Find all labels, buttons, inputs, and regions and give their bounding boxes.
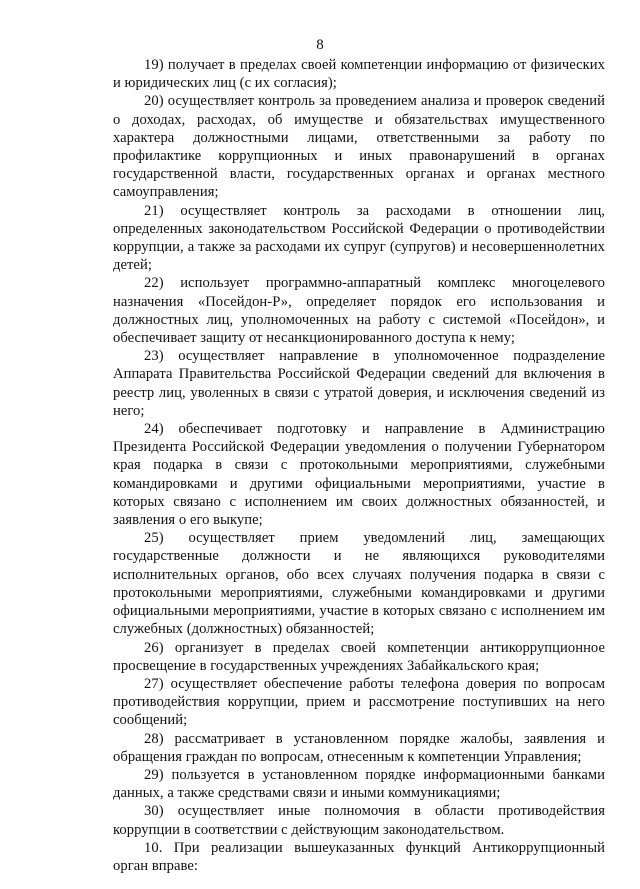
paragraph-item-27: 27) осуществляет обеспечение работы телефона доверия по вопросам противодействия коррупции, прием и рассмотрение поступивших на него сообщений; (113, 675, 605, 729)
paragraph-item-25: 25) осуществляет прием уведомлений лиц, замещающих государственные должности и не являющихся руководителями исполнительных органов, обо всех случаях получения подарка в связи с протокольными мероприятиями, служебными командировками и другими официальными мероприятиями, участие в которых связано с исполнением им служебных (должностных) обязанностей; (113, 530, 605, 638)
paragraph-item-22: 22) использует программно-аппаратный комплекс многоцелевого назначения «Посейдон-Р», определяет порядок его использования и должностных лиц, уполномоченных на работу с системой «Посейдон», и обеспечивает защиту от несанкционированного доступа к нему; (113, 275, 605, 347)
paragraph-item-30: 30) осуществляет иные полномочия в области противодействия коррупции в соответствии с действующим законодательством. (113, 803, 605, 838)
page-number: 8 (316, 37, 324, 53)
paragraph-item-24: 24) обеспечивает подготовку и направление в Администрацию Президента Российской Федерации уведомления о получении Губернатором края подарка в связи с протокольными мероприятиями, служебными командировками и другими официальными мероприятиями, участие в которых связано с исполнением им своих должностных обязанностей, и заявления о его выкупе; (113, 421, 605, 529)
paragraph-item-29: 29) пользуется в установленном порядке информационными банками данных, а также средствами связи и иными коммуникациями; (113, 766, 605, 802)
paragraph-item-19: 19) получает в пределах своей компетенции информацию от физических и юридических лиц (с их согласия); (113, 57, 605, 92)
document-body (113, 56, 605, 875)
paragraph-item-21: 21) осуществляет контроль за расходами в отношении лиц, определенных законодательством Российской Федерации о противодействии коррупции, а также за расходами их супруг (супругов) и несовершеннолетних детей; (113, 202, 605, 274)
paragraph-item-20: 20) осуществляет контроль за проведением анализа и проверок сведений о доходах, расходах, об имуществе и обязательствах имущественного характера должностными лицами, ответственными за работу по профилактике коррупционных и иных правонарушений в органах государственной власти, государственных органах и органах местного самоуправления; (113, 93, 605, 201)
paragraph-item-26: 26) организует в пределах своей компетенции антикоррупционное просвещение в государственных учреждениях Забайкальского края; (113, 639, 605, 674)
section-10-intro: 10. При реализации вышеуказанных функций Антикоррупционный орган вправе: (113, 839, 605, 874)
paragraph-item-23: 23) осуществляет направление в уполномоченное подразделение Аппарата Правительства Российской Федерации сведений для включения в реестр лиц, уволенных в связи с утратой доверия, и исключения сведений из него; (113, 348, 605, 419)
paragraph-item-28: 28) рассматривает в установленном порядке жалобы, заявления и обращения граждан по вопросам, отнесенным к компетенции Управления; (113, 730, 605, 765)
